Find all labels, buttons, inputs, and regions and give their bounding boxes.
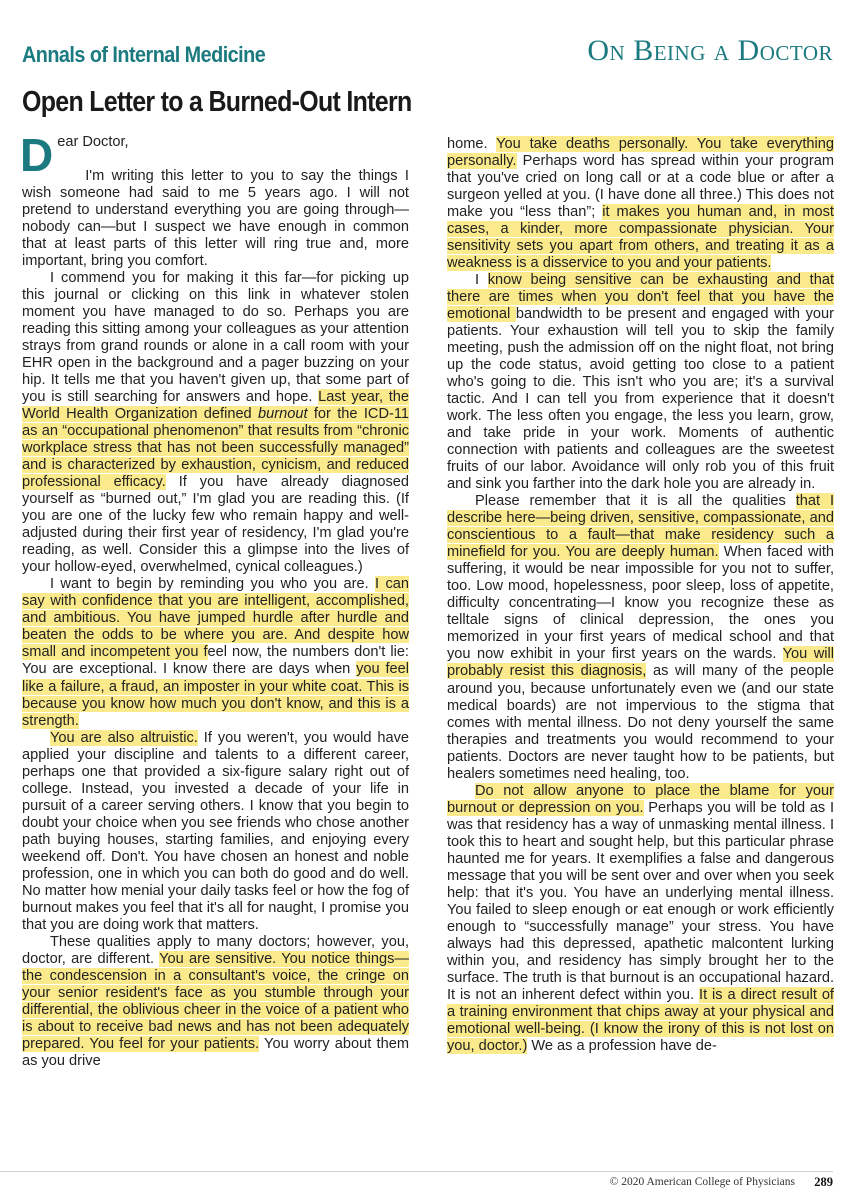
page-footer — [0, 1171, 833, 1192]
paragraph — [447, 272, 834, 493]
highlight: that I describe here—being driven, sensitive, compassionate, and conscientious to a fault—that make residency such a minefield for you. You are deeply human. — [447, 493, 835, 561]
paragraph-text: I'm writing this letter to you to say the things I wish someone had said to me 5 years ago. I will not pretend to understand everything you are going through—nobody can—but I suspect we have enough in common that at least parts of this letter will ring true and, more important, bring you comfort. — [22, 168, 409, 270]
paragraph — [22, 168, 409, 270]
salutation-paragraph — [20, 129, 409, 181]
highlight: you feel like a failure, a fraud, an imposter in your white coat. This is because you know how much you don't know, and this is a strength. — [22, 661, 409, 729]
paragraph-text: I — [475, 272, 488, 289]
paragraph-text: I want to begin by reminding you who you are. — [50, 576, 376, 593]
paragraph-text: I commend you for making it this far—for picking up this journal or clicking on this link in whatever stolen moment you have managed to do so. Perhaps you are reading this sitting among your colleagues as your attention strays from grand rounds or alone in a call room with your EHR open in the background and a pager buzzing on your hip. It tells me that you haven't given up, that some part of you is still searching for answers and hope. — [22, 270, 409, 406]
highlight: You are sensitive. You notice things—the condescension in a consultant's voice, the cringe on your senior resident's face as you stumble through your differential, the oblivious cheer in the voice of a patient who is about to receive bad news and has not been adequately prepared. You feel for your patients. — [22, 950, 409, 1052]
highlight: You will probably resist this diagnosis, — [447, 646, 834, 680]
highlight: You take deaths personally. You take everything personally. — [447, 136, 834, 170]
emphasis-text: burnout — [258, 406, 308, 423]
paragraph-text: If you weren't, you would have applied your discipline and talents to a different career, perhaps one that provided a six-figure salary right out of college. Instead, you invested a decade of your life in pursuit of a career serving others. I know that you begin to doubt your choice when you see friends who chose another path buying houses, starting families, and enjoying every weekend off. Don't. You have chosen an honest and noble profession, one in which you can both do good and do well. No matter how menial your daily tasks feel or how the fog of burnout makes you feel that it's all for naught, I promise you that you are doing work that matters. — [22, 729, 410, 933]
paragraph-text: Perhaps word has spread within your program that you've cried on long call or at a code blue or after a surgeon yelled at you. (I have done all three.) This does not make you “less than”; — [447, 153, 834, 221]
paragraph-text: These qualities apply to many doctors; however, you, doctor, are different. — [22, 933, 409, 967]
drop-cap: D — [20, 129, 54, 181]
paragraph-text: as will many of the people around you, because unfortunately even we (and our state medical boards) are not impervious to the stigma that comes with mental illness. Do not deny yourself the same therapies and treatments you would recommend to your patients. Doctors are never taught how to be patients, but healers sometimes need healing, too. — [447, 663, 834, 782]
paragraph — [22, 270, 409, 576]
paragraph — [447, 136, 834, 272]
highlight: Do not allow anyone to place the blame for your burnout or depression on you. — [447, 782, 834, 816]
paragraph-text: If you have already diagnosed yourself as “burned out,” I'm glad you are reading this. (If you are one of the lucky few who remain happy and well-adjusted during their first year of residency, I'm glad you're reading, as well. Consider this a glimpse into the lives of your hollow-eyed, overwhelmed, cynical colleagues.) — [22, 474, 409, 576]
highlight: You are also altruistic. — [50, 729, 198, 746]
page-number: 289 — [814, 1175, 833, 1189]
paragraph — [447, 783, 834, 1055]
salutation: ear Doctor, — [57, 134, 129, 150]
copyright: © 2020 American College of Physicians — [609, 1176, 795, 1188]
paragraph-text: We as a profession have de- — [527, 1037, 717, 1054]
highlight: I can say with confidence that you are intelligent, accomplished, and ambitious. You have jumped hurdle after hurdle and beaten the odds to be where you are. And despite how small and incompetent you f — [22, 576, 410, 661]
paragraph-text: home. — [447, 136, 497, 152]
highlight-text: for the ICD-11 as an “occupational phenomenon” that results from “chronic workplace stress that has not been successfully managed” and is characterized by exhaustion, cynicism, and reduced professional efficacy. — [22, 406, 410, 491]
highlight: it makes you human and, in most cases, a kinder, more compassionate physician. Your sensitivity sets you apart from others, and treating it as a weakness is a disservice to you and your patients. — [447, 204, 834, 272]
left-column — [20, 129, 410, 1070]
paragraph-text: Please remember that it is all the qualities — [475, 493, 796, 510]
section-title: On Being a Doctor — [587, 34, 833, 67]
paragraph — [22, 576, 409, 729]
highlight: It is a direct result of a training environment that chips away at your physical and emotional well-being. (I know the irony of this is not lost on you, doctor.) — [447, 986, 834, 1054]
highlight: know being sensitive can be exhausting and that there are times when you don't feel that you have the emotional — [447, 272, 835, 323]
paragraph-text: eel now, the numbers don't lie: You are exceptional. I know there are days when — [22, 644, 409, 678]
paragraph-text: bandwidth to be present and engaged with your patients. Your exhaustion will tell you to skip the family meeting, push the admission off on the night float, not bring up the code status, avoid getting too close to a patient who's going to die. This isn't who you are; it's a survival tactic. And I can tell you from experience that it doesn't work. The less often you engage, the less you learn, grow, and take pride in your work. Moments of authentic connection with patients and colleagues are the sweetest fruits of our labor. Avoidance will only rob you of this fruit and sink you farther into the dark hole you are already in. — [447, 306, 834, 493]
paragraph-text: When faced with suffering, it would be near impossible for you not to suffer, too. Low mood, hopelessness, poor sleep, loss of appetite, difficulty concentrating—I know you recognize these as telltale signs of clinical depression, the ones you memorized in your first years of medical school and that you now exhibit in your first years on the wards. — [447, 544, 834, 663]
page-header — [22, 34, 833, 78]
journal-name: Annals of Internal Medicine — [22, 42, 266, 67]
highlight-text: Last year, the World Health Organization defined — [22, 389, 409, 423]
article-title: Open Letter to a Burned-Out Intern — [22, 86, 412, 118]
paragraph — [22, 730, 409, 934]
paragraph-text: You worry about them as you drive — [22, 1035, 409, 1069]
right-column — [447, 136, 834, 1055]
paragraph — [447, 493, 834, 782]
paragraph-text: Perhaps you will be told as I was that residency has a way of unmasking mental illness. I took this to heart and sought help, but this particular phrase haunted me for years. It exemplifies a false and dangerous message that you will be sent over and over when you seek help: that it's you. You have an underlying mental illness. You failed to sleep enough or eat enough or work efficiently enough to “successfully manage” your stress. You have always had this depressed, apathetic malcontent lurking within you, and residency has simply brought her to the surface. The truth is that burnout is an occupational hazard. It is not an inherent defect within you. — [447, 799, 835, 1003]
paragraph — [22, 934, 409, 1070]
